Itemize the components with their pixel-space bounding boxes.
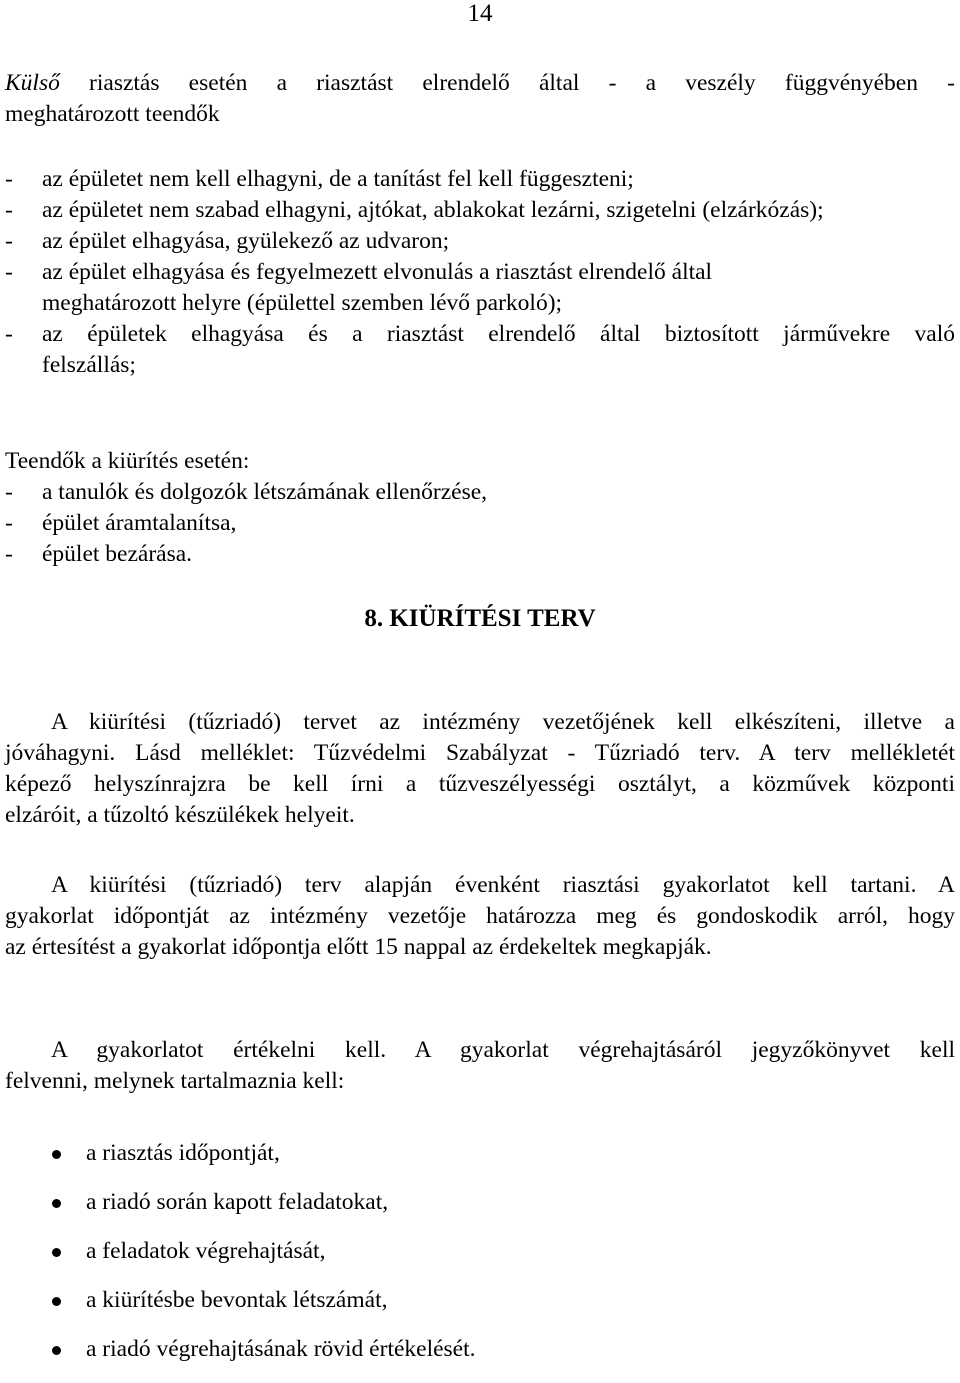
dash-marker: -: [5, 510, 13, 536]
bullet-icon: [52, 1346, 61, 1355]
list-item-text: az épületet nem szabad elhagyni, ajtókat, ablakokat lezárni, szigetelni (elzárkózás);: [42, 197, 824, 223]
list-item-text: a riadó végrehajtásának rövid értékelését.: [86, 1336, 476, 1362]
intro-paragraph: [5, 68, 955, 130]
section-heading: 8. KIÜRÍTÉSI TERV: [364, 605, 596, 632]
paragraph-line: képező helyszínrajzra be kell írni a tűzveszélyességi osztályt, a közművek központi: [5, 771, 955, 797]
paragraph-line: elzáróit, a tűzoltó készülékek helyeit.: [5, 802, 355, 828]
action-list: [5, 164, 955, 381]
list-item-text: a riasztás időpontját,: [86, 1140, 280, 1166]
list-item-text: épület bezárása.: [42, 541, 193, 567]
plan-paragraph: [5, 707, 955, 831]
drill-paragraph: [5, 870, 955, 963]
dash-marker: -: [5, 166, 13, 192]
list-item-text: a feladatok végrehajtását,: [86, 1238, 326, 1264]
list-item: [5, 539, 955, 570]
list-item-text: az épület elhagyása és fegyelmezett elvonulás a riasztást elrendelő által: [42, 259, 713, 285]
dash-marker: -: [5, 479, 13, 505]
list-item-continuation: [5, 350, 955, 381]
bullet-icon: [52, 1150, 61, 1159]
paragraph-line: A kiürítési (tűzriadó) terv alapján évenként riasztási gyakorlatot kell tartani. A: [51, 872, 955, 898]
list-item-text: felszállás;: [42, 352, 136, 378]
list-item: [5, 477, 955, 508]
paragraph-line: jóváhagyni. Lásd melléklet: Tűzvédelmi Szabályzat - Tűzriadó terv. A terv mellékletét: [5, 740, 955, 766]
list-item-text: épület áramtalanítsa,: [42, 510, 237, 536]
dash-marker: -: [5, 197, 13, 223]
dash-marker: -: [5, 321, 13, 347]
list-item-text: meghatározott helyre (épülettel szemben lévő parkoló);: [42, 290, 563, 316]
evacuation-title: Teendők a kiürítés esetén:: [5, 448, 250, 474]
list-item-continuation: [5, 288, 955, 319]
list-item-text: a riadó során kapott feladatokat,: [86, 1189, 389, 1215]
paragraph-line: A gyakorlatot értékelni kell. A gyakorlat végrehajtásáról jegyzőkönyvet kell: [51, 1037, 955, 1063]
dash-marker: -: [5, 541, 13, 567]
dash-marker: -: [5, 228, 13, 254]
bullet-icon: [52, 1248, 61, 1257]
list-item: [5, 164, 955, 195]
list-item-text: az épületet nem kell elhagyni, de a tanítást fel kell függeszteni;: [42, 166, 634, 192]
intro-line-2: meghatározott teendők: [5, 101, 220, 127]
paragraph-line: az értesítést a gyakorlat időpontja előtt 15 nappal az érdekeltek megkapják.: [5, 934, 712, 960]
bullet-icon: [52, 1297, 61, 1306]
list-item: [5, 226, 955, 257]
bullet-icon: [52, 1199, 61, 1208]
list-item: [5, 257, 955, 288]
list-item-text: a kiürítésbe bevontak létszámát,: [86, 1287, 388, 1313]
paragraph-line: gyakorlat időpontját az intézmény vezetője határozza meg és gondoskodik arról, hogy: [5, 903, 955, 929]
list-item-text: a tanulók és dolgozók létszámának ellenőrzése,: [42, 479, 488, 505]
list-item: [5, 195, 955, 226]
paragraph-line: A kiürítési (tűzriadó) tervet az intézmény vezetőjének kell elkészíteni, illetve a: [51, 709, 955, 735]
list-item: [5, 508, 955, 539]
intro-line-1-rest: riasztás esetén a riasztást elrendelő által - a veszély függvényében -: [59, 70, 955, 96]
list-item: [5, 319, 955, 350]
list-item-text: az épületek elhagyása és a riasztást elrendelő által biztosított járművekre való: [42, 321, 955, 347]
intro-line-1: [5, 68, 955, 99]
evacuation-section: [5, 446, 955, 570]
dash-marker: -: [5, 259, 13, 285]
page-number: 14: [467, 0, 493, 27]
paragraph-line: felvenni, melynek tartalmaznia kell:: [5, 1068, 345, 1094]
list-item-text: az épület elhagyása, gyülekező az udvaron;: [42, 228, 450, 254]
intro-italic-word: Külső: [5, 70, 60, 96]
evaluation-paragraph: [5, 1035, 955, 1097]
